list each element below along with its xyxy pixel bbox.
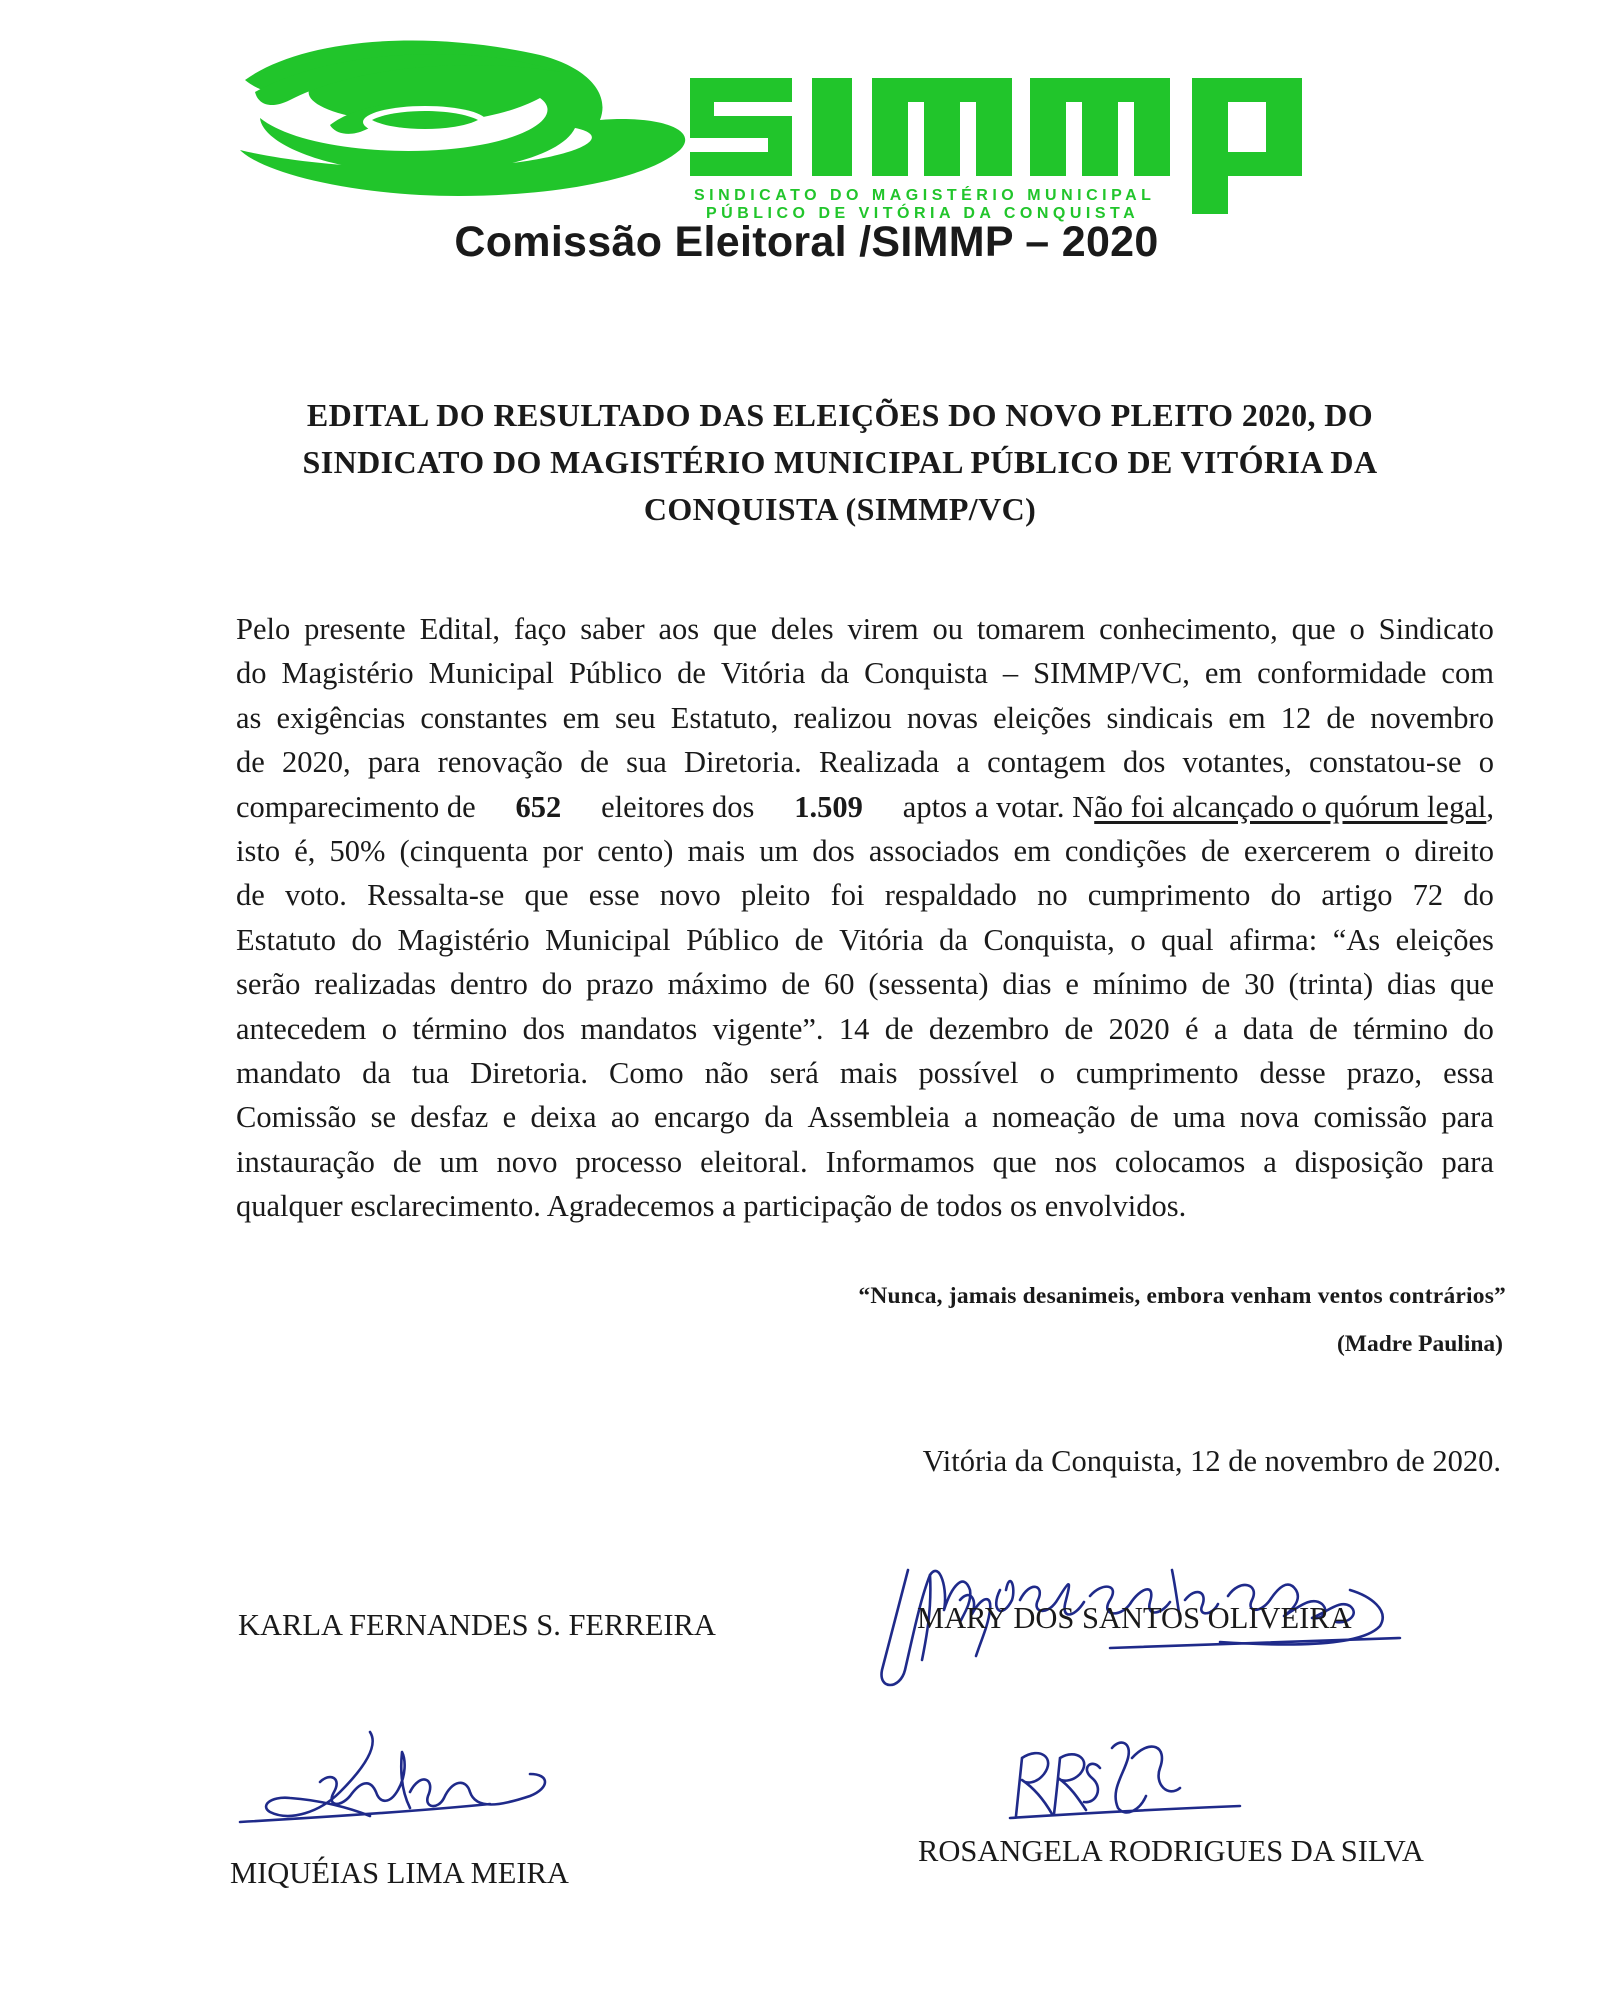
body-word: um <box>759 833 799 868</box>
body-word: de <box>1309 1011 1338 1046</box>
body-word: eleições <box>1395 922 1494 957</box>
body-word: Edital, <box>419 612 501 646</box>
body-word: do <box>1270 878 1302 913</box>
body-word: voto. <box>285 878 347 913</box>
body-word: novas <box>906 700 978 735</box>
body-word: 72 <box>1412 878 1444 913</box>
body-word: do <box>1463 878 1494 913</box>
body-word: a <box>1263 1144 1277 1179</box>
body-word: Estatuto, <box>670 700 779 735</box>
attendance-count: 652 <box>515 789 562 824</box>
closing-quote: “Nunca, jamais desanimeis, embora venham ventos contrários” <box>858 1283 1506 1309</box>
eligible-voters-count: 1.509 <box>794 789 863 824</box>
body-word: realizadas <box>314 967 437 1002</box>
body-word: 2020, <box>282 745 351 780</box>
body-word: um <box>439 1144 479 1179</box>
body-word: Comissão <box>236 1100 357 1135</box>
body-word: Municipal <box>428 656 554 691</box>
body-word: saber <box>580 612 645 646</box>
body-word: do <box>541 967 573 1002</box>
body-word: Ressalta-se <box>367 878 505 913</box>
body-word: de <box>1326 700 1356 735</box>
body-word: desse <box>1259 1055 1326 1090</box>
body-word: renovação <box>437 745 563 780</box>
signature-miqueias <box>230 1712 570 1862</box>
body-word: as <box>236 700 262 735</box>
body-word: artigo <box>1321 878 1393 913</box>
body-word: que <box>992 1144 1037 1179</box>
body-word: isto <box>236 833 281 868</box>
body-word: que <box>1449 967 1494 1002</box>
body-word: eleitoral. <box>700 1144 808 1179</box>
body-word: esse <box>588 878 640 913</box>
body-word: por <box>542 833 584 868</box>
body-word: para <box>1441 1144 1494 1179</box>
body-word: Vitória <box>839 922 924 957</box>
body-word: (trinta) <box>1288 967 1374 1002</box>
body-word: processo <box>575 1144 683 1179</box>
date-line: Vitória da Conquista, 12 de novembro de 2020. <box>922 1444 1501 1478</box>
body-word: deixa <box>530 1100 597 1135</box>
body-word: 12 <box>1280 700 1312 735</box>
body-word: vigente”. <box>712 1011 824 1046</box>
logo-tagline-line1: SINDICATO DO MAGISTÉRIO MUNICIPAL <box>694 187 1156 204</box>
body-word: Informamos <box>825 1144 975 1179</box>
simmp-logo <box>0 0 1613 230</box>
body-word: 50% <box>329 833 386 868</box>
body-word: Magistério <box>397 922 530 957</box>
body-line <box>236 1051 1494 1095</box>
body-line: qualquer esclarecimento. Agradecemos a participação de todos os envolvidos. <box>236 1189 1187 1224</box>
body-word: exigências <box>276 700 406 735</box>
logo-emblem-icon <box>240 40 685 195</box>
body-word: de <box>1064 1011 1094 1046</box>
body-word: conhecimento, <box>1099 612 1278 646</box>
body-line-attendance <box>236 785 1494 829</box>
body-word: e <box>1065 967 1079 1002</box>
body-word: em <box>1013 833 1051 868</box>
body-word: sua <box>626 745 667 780</box>
signatory-mary: MARY DOS SANTOS OLIVEIRA <box>917 1601 1352 1635</box>
body-word: – <box>1002 656 1019 691</box>
body-word: de <box>236 745 265 780</box>
body-word: essa <box>1443 1055 1494 1090</box>
body-word: com <box>1441 656 1494 691</box>
body-word: máximo <box>667 967 768 1002</box>
body-line <box>236 962 1494 1006</box>
body-word: Magistério <box>281 656 414 691</box>
body-word: término <box>412 1011 508 1046</box>
attendance-text-comma: , <box>1486 789 1494 824</box>
body-word: mais <box>687 833 746 868</box>
body-word: eleições <box>993 700 1092 735</box>
edital-body <box>236 607 1494 1228</box>
title-line: EDITAL DO RESULTADO DAS ELEIÇÕES DO NOVO PLEITO 2020, DO <box>306 397 1374 433</box>
body-word: nomeação <box>991 1100 1116 1135</box>
body-word: da <box>939 922 968 957</box>
commission-subtitle: Comissão Eleitoral /SIMMP – 2020 <box>454 218 1159 266</box>
body-word: 60 <box>824 967 855 1002</box>
body-word: não <box>704 1055 749 1090</box>
body-word: colocamos <box>1114 1144 1246 1179</box>
body-word: Público <box>686 922 780 957</box>
body-word: comissão <box>1313 1100 1428 1135</box>
body-word: novo <box>659 878 721 913</box>
attendance-text-part: aptos a votar. N <box>902 789 1095 824</box>
body-word: término <box>1353 1011 1449 1046</box>
body-word: do <box>236 656 267 691</box>
body-word: contagem <box>987 745 1106 780</box>
body-word: pleito <box>740 878 811 913</box>
body-word: de <box>781 967 811 1002</box>
body-word: dias <box>1002 967 1052 1002</box>
body-word: possível <box>918 1055 1019 1090</box>
body-word: a <box>956 745 970 780</box>
body-word: é <box>1185 1011 1199 1046</box>
body-word: desfaz <box>410 1100 489 1135</box>
body-word: dezembro <box>928 1011 1050 1046</box>
signature-rosangela <box>1000 1718 1260 1838</box>
body-word: SIMMP/VC, <box>1033 656 1190 691</box>
logo-tagline-line2: PÚBLICO DE VITÓRIA DA CONQUISTA <box>706 205 1140 222</box>
body-line <box>236 1095 1494 1139</box>
body-word: 14 <box>838 1011 870 1046</box>
body-word: afirma: <box>1229 922 1318 957</box>
body-word: Público <box>568 656 663 691</box>
body-word: seu <box>614 700 656 735</box>
body-word: Diretoria. <box>684 745 802 780</box>
body-word: de <box>392 1144 422 1179</box>
body-word: serão <box>236 967 301 1002</box>
body-word: tomarem <box>976 612 1086 646</box>
body-word: 30 <box>1244 967 1275 1002</box>
body-line <box>236 873 1494 917</box>
body-word: uma <box>1173 1100 1226 1135</box>
body-word: “As <box>1332 922 1381 957</box>
body-word: aos <box>658 612 700 646</box>
body-word: 2020 <box>1108 1011 1170 1046</box>
body-word: de <box>1201 967 1231 1002</box>
body-word: ou <box>932 612 963 646</box>
body-word: do <box>1463 1011 1494 1046</box>
body-word: para <box>1441 1100 1494 1135</box>
body-word: prazo, <box>1346 1055 1423 1090</box>
body-word: virem <box>847 612 919 646</box>
body-word: em <box>1204 656 1243 691</box>
body-word: que <box>713 612 758 646</box>
body-word: antecedem <box>236 1011 367 1046</box>
body-word: dentro <box>449 967 528 1002</box>
body-word: da <box>820 656 850 691</box>
body-word: de <box>580 745 609 780</box>
body-word: para <box>367 745 421 780</box>
body-word: instauração <box>236 1144 375 1179</box>
body-word: dos <box>1122 745 1166 780</box>
body-word: Diretoria. <box>470 1055 588 1090</box>
body-word: de <box>677 656 706 691</box>
body-word: deles <box>770 612 834 646</box>
body-word: data <box>1242 1011 1294 1046</box>
body-word: mínimo <box>1092 967 1188 1002</box>
body-word: que <box>524 878 569 913</box>
body-line <box>236 651 1494 695</box>
body-word: cento) <box>597 833 674 868</box>
body-line <box>236 918 1494 962</box>
body-word: dos <box>812 833 855 868</box>
body-word: (sessenta) <box>868 967 989 1002</box>
body-word: Sindicato <box>1378 612 1494 646</box>
body-word: Municipal <box>545 922 671 957</box>
body-word: que <box>1291 612 1336 646</box>
body-word: em <box>562 700 600 735</box>
body-line <box>236 1140 1494 1184</box>
body-word: de <box>236 878 265 913</box>
body-word: a <box>964 1100 978 1135</box>
body-word: Pelo <box>236 612 291 646</box>
signatory-miqueias: MIQUÉIAS LIMA MEIRA <box>230 1856 569 1890</box>
body-word: associados <box>868 833 1000 868</box>
body-word: constatou-se <box>1309 745 1462 780</box>
body-word: exercerem <box>1243 833 1371 868</box>
body-word: presente <box>304 612 406 646</box>
body-word: a <box>1213 1011 1228 1046</box>
body-word: o <box>1384 833 1401 868</box>
body-word: o <box>1039 1055 1055 1090</box>
body-word: será <box>769 1055 819 1090</box>
body-word: disposição <box>1294 1144 1424 1179</box>
body-word: de <box>794 922 824 957</box>
body-word: Como <box>609 1055 684 1090</box>
signatory-karla: KARLA FERNANDES S. FERREIRA <box>238 1608 716 1642</box>
body-word: dos <box>522 1011 565 1046</box>
body-word: Conquista, <box>983 922 1115 957</box>
body-word: novembro <box>1370 700 1494 735</box>
body-word: Vitória <box>720 656 806 691</box>
title-line: CONQUISTA (SIMMP/VC) <box>643 491 1037 527</box>
body-word: Conquista <box>864 656 988 691</box>
body-word: Realizada <box>818 745 940 780</box>
body-word: (cinquenta <box>399 833 529 868</box>
body-word: qual <box>1161 922 1214 957</box>
body-word: mandatos <box>580 1011 698 1046</box>
body-word: Assembleia <box>807 1100 950 1135</box>
signatory-rosangela: ROSANGELA RODRIGUES DA SILVA <box>918 1834 1424 1868</box>
body-line <box>236 740 1494 784</box>
body-word: da <box>764 1100 794 1135</box>
body-word: votantes, <box>1182 745 1292 780</box>
body-word: faço <box>513 612 567 646</box>
body-word: da <box>362 1055 391 1090</box>
body-word: é, <box>294 833 316 868</box>
body-word: em <box>1228 700 1266 735</box>
body-word: o <box>1478 745 1494 780</box>
body-word: mandato <box>236 1055 342 1090</box>
attendance-text: comparecimento de <box>236 789 476 824</box>
body-line <box>236 607 1494 651</box>
body-word: de <box>884 1011 914 1046</box>
body-word: novo <box>496 1144 558 1179</box>
attendance-text: eleitores dos <box>601 789 755 824</box>
body-word: tua <box>411 1055 450 1090</box>
body-word: do <box>351 922 382 957</box>
quorum-not-reached-text: ão foi alcançado o quórum legal <box>1094 789 1487 824</box>
body-word: nos <box>1054 1144 1097 1179</box>
body-word: respaldado <box>884 878 1017 913</box>
body-word: cumprimento <box>1087 878 1251 913</box>
body-word: conformidade <box>1257 656 1427 691</box>
body-word: encargo <box>654 1100 750 1135</box>
body-word: constantes <box>420 700 548 735</box>
body-word: o <box>1349 612 1365 646</box>
body-word: de <box>1200 833 1230 868</box>
body-word: no <box>1037 878 1068 913</box>
body-word: mais <box>839 1055 898 1090</box>
body-word: o <box>381 1011 397 1046</box>
body-word: de <box>1129 1100 1159 1135</box>
body-line <box>236 829 1494 873</box>
body-word: foi <box>830 878 865 913</box>
title-line: SINDICATO DO MAGISTÉRIO MUNICIPAL PÚBLICO DE VITÓRIA DA <box>302 444 1378 480</box>
body-word: condições <box>1064 833 1187 868</box>
body-word: ao <box>610 1100 640 1135</box>
body-word: realizou <box>793 700 892 735</box>
edital-title <box>240 392 1440 533</box>
body-word: prazo <box>586 967 654 1002</box>
body-line <box>236 696 1494 740</box>
body-word: o <box>1130 922 1146 957</box>
body-word: Estatuto <box>236 922 336 957</box>
body-word: se <box>370 1100 397 1135</box>
body-word: nova <box>1239 1100 1300 1135</box>
body-word: sindicais <box>1106 700 1214 735</box>
body-word: dias <box>1386 967 1437 1002</box>
body-word: cumprimento <box>1075 1055 1239 1090</box>
attendance-text <box>903 785 1494 829</box>
body-word: direito <box>1414 833 1494 868</box>
body-line <box>236 1007 1494 1051</box>
quote-author: (Madre Paulina) <box>1336 1331 1503 1357</box>
body-word: e <box>502 1100 517 1135</box>
